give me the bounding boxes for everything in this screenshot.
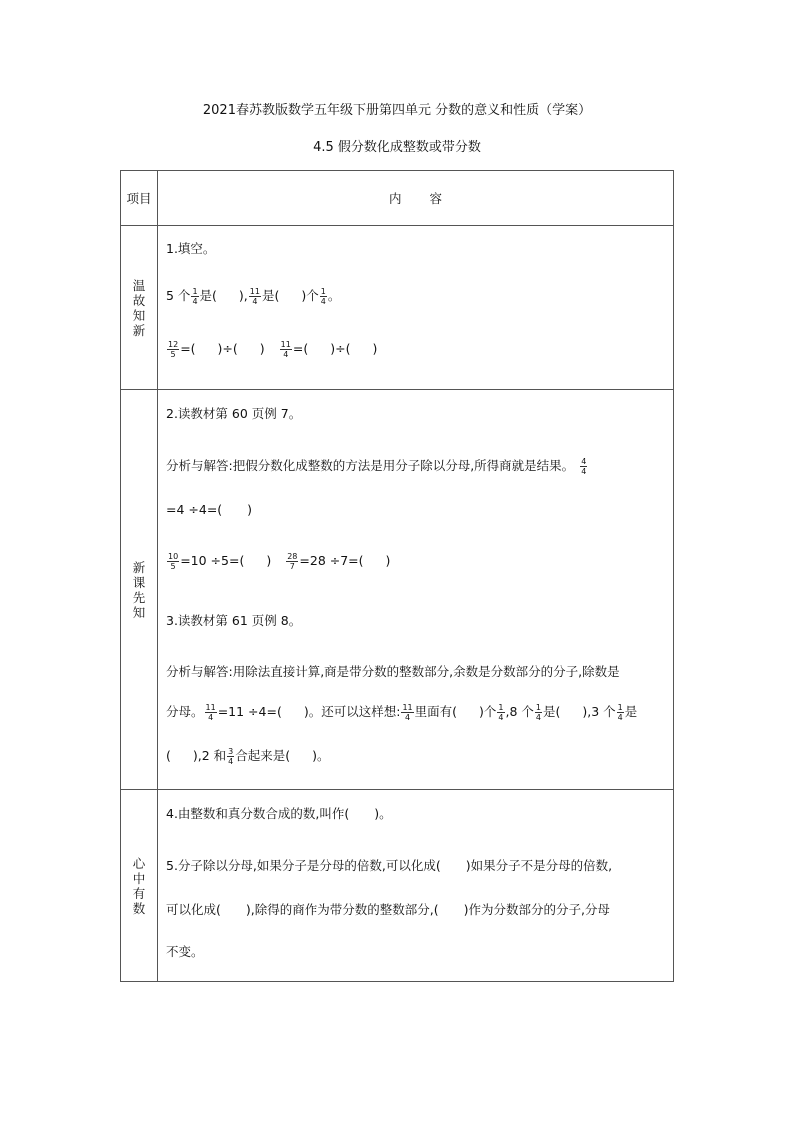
fraction: $\frac{12}{5}$ (168, 340, 179, 359)
q3-title: 3.读教材第 61 页例 8。 (166, 613, 302, 628)
fraction: $\frac{1}{4}$ (320, 287, 326, 306)
q2-analysis: 分析与解答:把假分数化成整数的方法是用分子除以分母,所得商就是结果。 $\frac{4}{4}$ (166, 457, 587, 476)
document-subtitle: 4.5 假分数化成整数或带分数 (313, 140, 481, 155)
header-project: 项目 (121, 171, 158, 226)
q1-title: 1.填空。 (166, 241, 216, 256)
section-label-review: 温故知新 (121, 226, 158, 390)
fraction: $\frac{4}{4}$ (581, 457, 587, 476)
fraction: $\frac{28}{7}$ (287, 552, 298, 571)
section-label-summary: 心中有数 (121, 790, 158, 982)
fraction: $\frac{11}{4}$ (205, 703, 216, 722)
fraction: $\frac{1}{4}$ (535, 703, 541, 722)
fraction: $\frac{10}{5}$ (168, 552, 179, 571)
section-label-preview: 新课先知 (121, 390, 158, 790)
fraction: $\frac{1}{4}$ (498, 703, 504, 722)
header-content: 内 容 (158, 171, 674, 226)
fraction: $\frac{11}{4}$ (402, 703, 413, 722)
q4-text: 4.由整数和真分数合成的数,叫作( )。 (166, 806, 392, 821)
section-preview (158, 390, 674, 790)
q5-line-3: 不变。 (166, 944, 204, 959)
q5-line-2: 可以化成( ),除得的商作为带分数的整数部分,( )作为分数部分的分子,分母 (166, 902, 610, 917)
q3-analysis: 分析与解答:用除法直接计算,商是带分数的整数部分,余数是分数部分的分子,除数是 (166, 664, 620, 679)
fraction: $\frac{11}{4}$ (280, 340, 291, 359)
fraction: $\frac{11}{4}$ (249, 287, 260, 306)
fraction: $\frac{3}{4}$ (228, 747, 234, 766)
q3-line-3: ( ),2 和 $\frac{3}{4}$ 合起来是( )。 (166, 747, 330, 766)
worksheet-table (120, 170, 674, 982)
q2-title: 2.读教材第 60 页例 7。 (166, 406, 302, 421)
section-review (158, 226, 674, 390)
q2-line-3: $\frac{10}{5}$ =10 ÷5=( ) $\frac{28}{7}$ =28 ÷7=( ) (168, 552, 391, 571)
section-summary (158, 790, 674, 982)
q2-line-2: =4 ÷4=( ) (166, 502, 253, 517)
q1-line-2: 5 个 $\frac{1}{4}$ 是( ), $\frac{11}{4}$ 是( )个 $\frac{1}{4}$ 。 (166, 287, 341, 306)
q1-line-3: $\frac{12}{5}$ =( )÷( ) $\frac{11}{4}$ =( )÷( ) (168, 340, 378, 359)
document-title: 2021春苏教版数学五年级下册第四单元 分数的意义和性质（学案） (202, 103, 592, 118)
q3-line-2: 分母。 $\frac{11}{4}$ =11 ÷4=( )。还可以这样想: $\frac{11}{4}$ 里面有( )个 $\frac{1}{4}$ ,8 个 $\frac{1}{4}$ 是( ),3 个 $\frac{1}{4}$ 是 (166, 703, 638, 722)
q5-line-1: 5.分子除以分母,如果分子是分母的倍数,可以化成( )如果分子不是分母的倍数, (166, 858, 613, 873)
fraction: $\frac{1}{4}$ (617, 703, 623, 722)
fraction: $\frac{1}{4}$ (192, 287, 198, 306)
